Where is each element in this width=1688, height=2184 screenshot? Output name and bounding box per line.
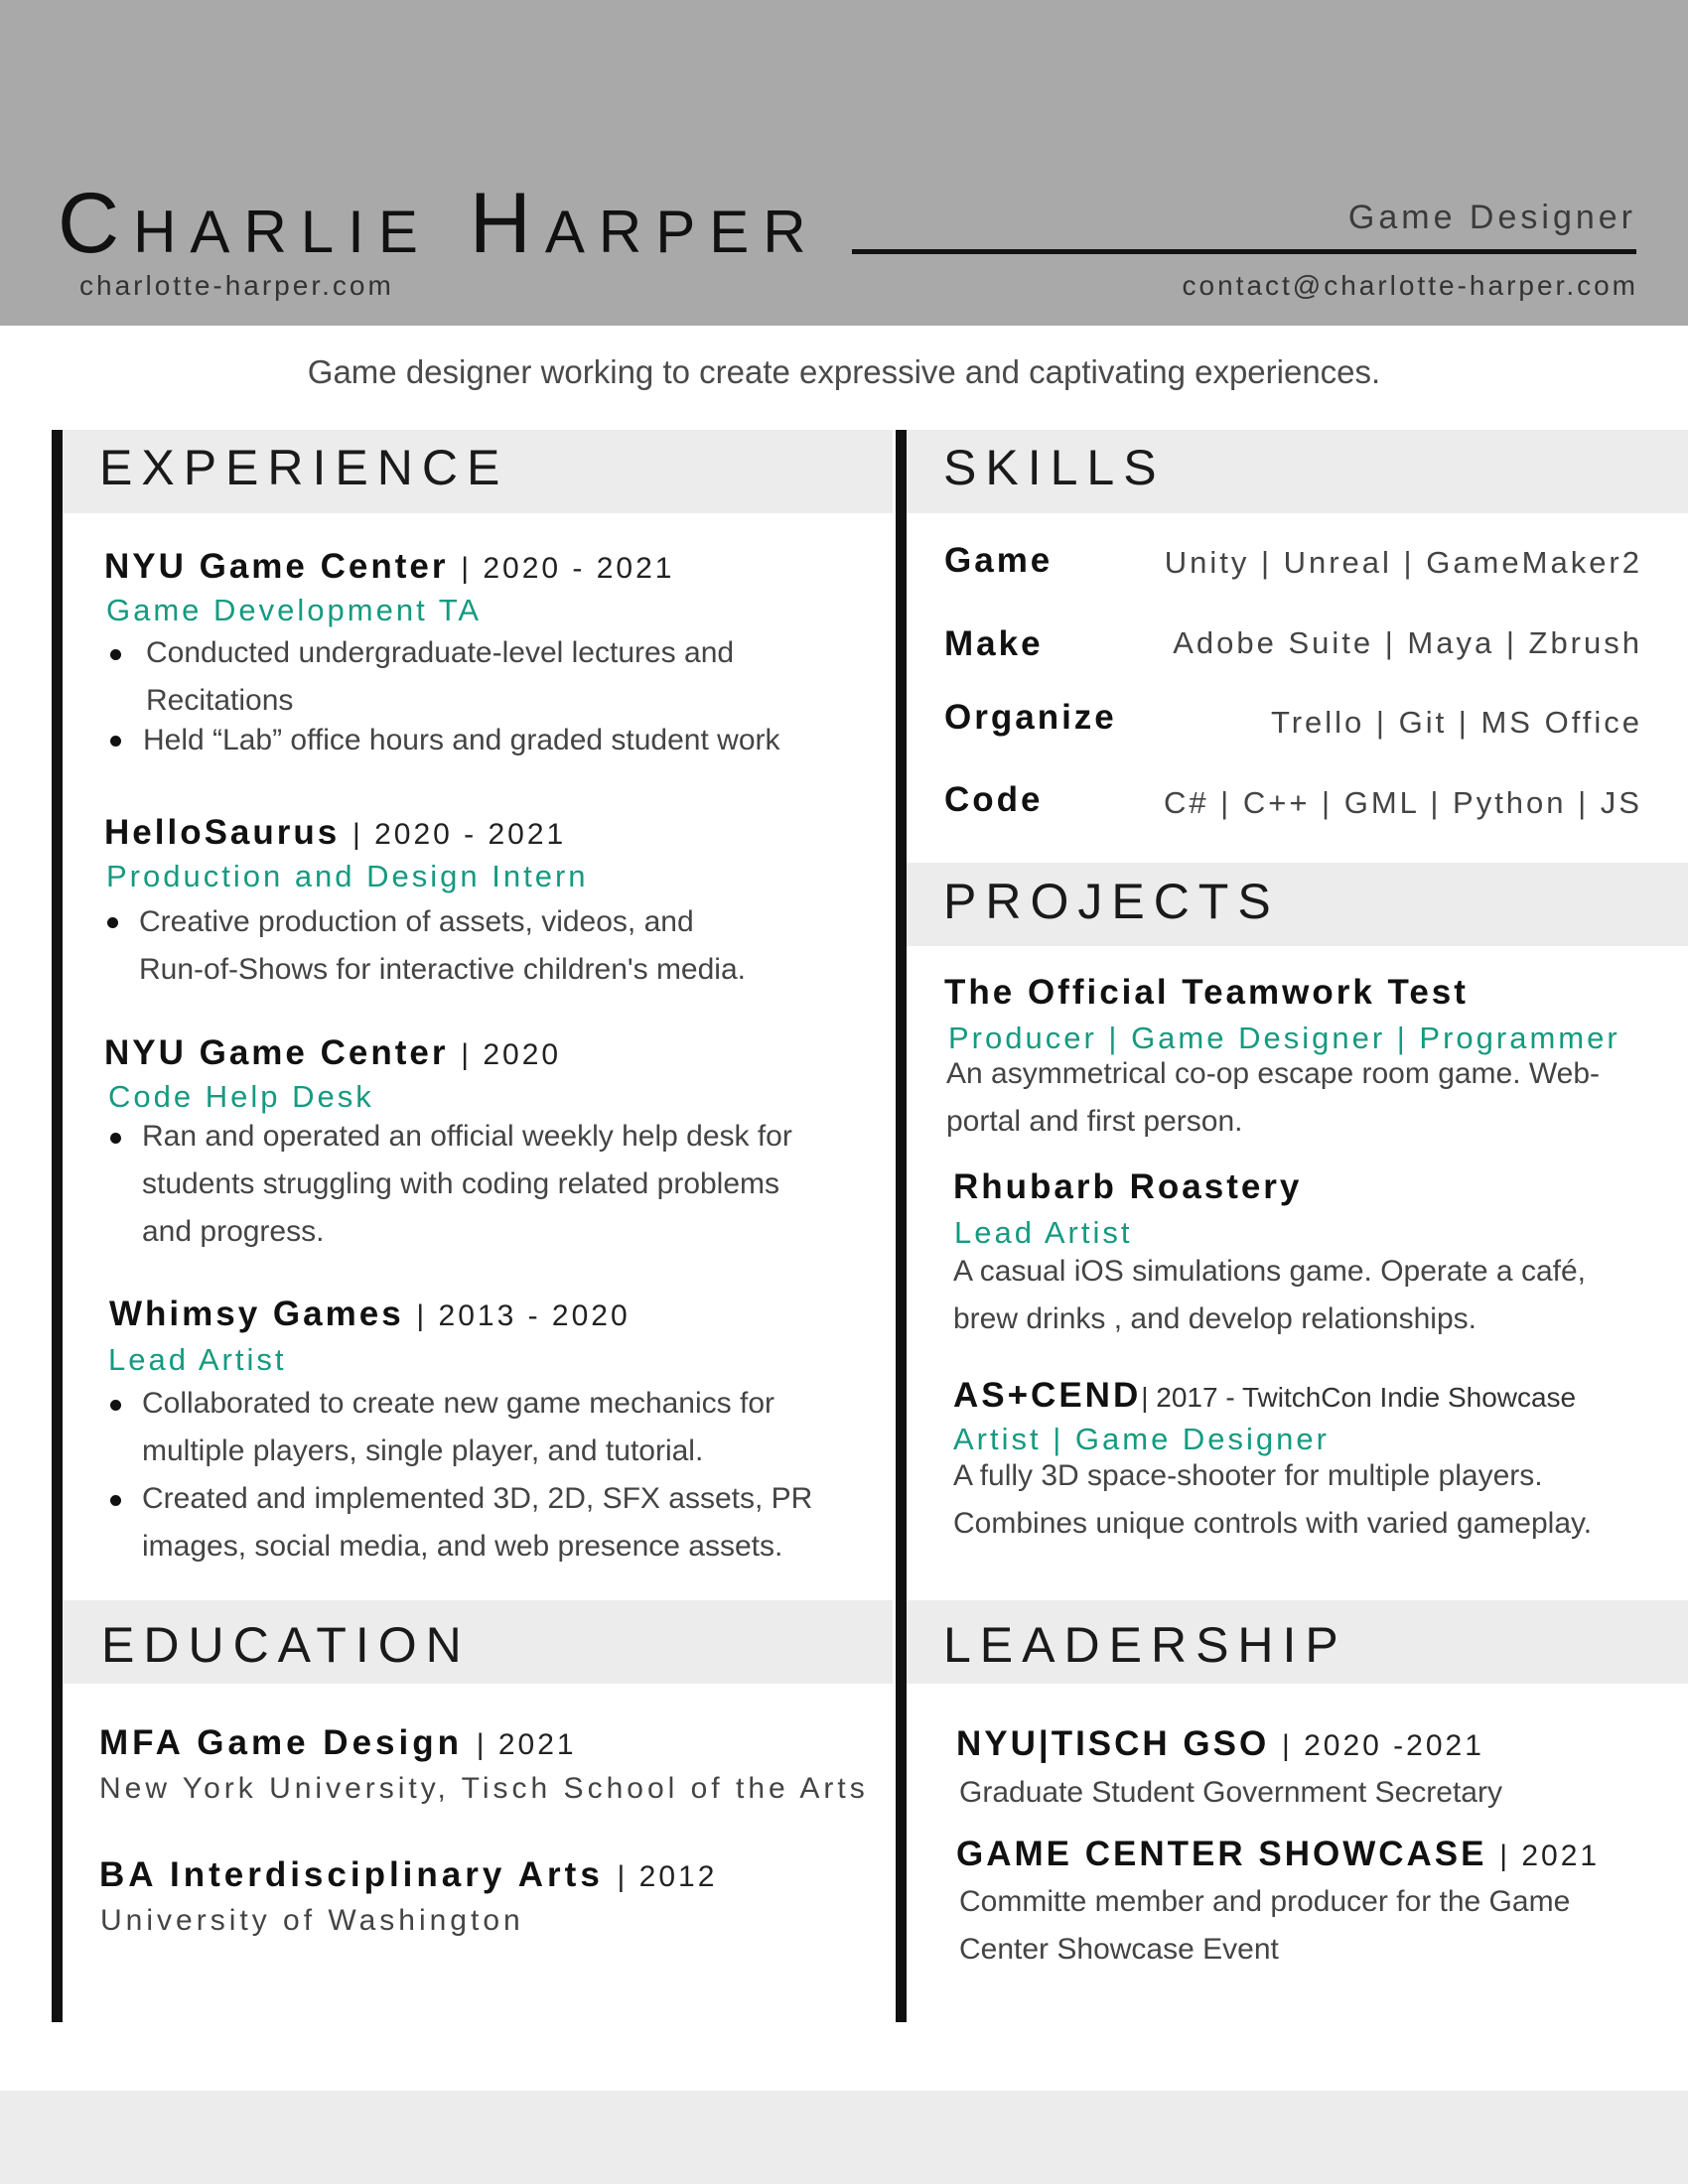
experience-bullet <box>139 898 746 994</box>
degree-years: | 2012 <box>617 1860 718 1893</box>
description-line: Committe member and producer for the Game <box>959 1885 1571 1918</box>
org-years: | 2020 <box>461 1038 562 1071</box>
left-column-bar <box>52 430 63 2022</box>
leadership-name: GAME CENTER SHOWCASE <box>956 1835 1487 1873</box>
project-description <box>953 1452 1592 1548</box>
experience-org <box>104 547 674 587</box>
description-line: An asymmetrical co-op escape room game. Web- <box>946 1057 1601 1090</box>
org-name: NYU Game Center <box>104 1033 449 1072</box>
description-line: A fully 3D space-shooter for multiple players. <box>953 1459 1543 1492</box>
project-title: Rhubarb Roastery <box>953 1167 1303 1206</box>
tagline: Game designer working to create expressive and captivating experiences. <box>307 353 1381 390</box>
section-title-skills: SKILLS <box>943 440 1166 495</box>
experience-bullet <box>142 1113 792 1256</box>
experience-bullet <box>142 1475 812 1570</box>
leadership-description <box>959 1878 1570 1974</box>
bullet-line: Collaborated to create new game mechanics for <box>142 1387 775 1420</box>
bullet-icon <box>110 1495 121 1506</box>
experience-role: Game Development TA <box>106 593 483 627</box>
description-line: Graduate Student Government Secretary <box>959 1776 1502 1809</box>
education-school: New York University, Tisch School of the Arts <box>99 1772 869 1805</box>
description-line: portal and first person. <box>946 1105 1243 1138</box>
bullet-line: Creative production of assets, videos, and <box>139 905 694 938</box>
bullet-line: images, social media, and web presence assets. <box>142 1530 783 1563</box>
leadership-name: NYU|TISCH GSO <box>956 1724 1270 1763</box>
degree-name: MFA Game Design <box>99 1723 463 1762</box>
project-name: AS+CEND <box>953 1376 1142 1415</box>
description-line: brew drinks , and develop relationships. <box>953 1302 1477 1335</box>
section-title-experience: EXPERIENCE <box>99 440 509 495</box>
experience-role: Lead Artist <box>108 1342 287 1377</box>
bullet-icon <box>110 649 121 660</box>
bullet-line: Held “Lab” office hours and graded student work <box>143 724 780 756</box>
leadership-years: | 2020 -2021 <box>1281 1729 1484 1762</box>
degree-name: BA Interdisciplinary Arts <box>99 1855 604 1894</box>
skill-category: Organize <box>944 698 1117 737</box>
skill-items: C# | C++ | GML | Python | JS <box>1163 785 1642 820</box>
bullet-icon <box>110 1400 121 1411</box>
education-degree <box>99 1855 717 1895</box>
org-years: | 2013 - 2020 <box>416 1299 631 1332</box>
experience-bullet <box>142 1380 774 1475</box>
description-line: A casual iOS simulations game. Operate a café, <box>953 1255 1586 1288</box>
leadership-org <box>956 1724 1484 1764</box>
project-extra: | 2017 - TwitchCon Indie Showcase <box>1141 1382 1577 1413</box>
bullet-line: Created and implemented 3D, 2D, SFX assets, PR <box>142 1482 813 1515</box>
leadership-years: | 2021 <box>1499 1840 1601 1872</box>
description-line: Combines unique controls with varied gameplay. <box>953 1507 1593 1540</box>
project-role: Producer | Game Designer | Programmer <box>948 1021 1620 1055</box>
skill-items: Trello | Git | MS Office <box>1270 705 1642 740</box>
bullet-line: students struggling with coding related problems <box>142 1167 780 1200</box>
skill-category: Game <box>944 541 1054 580</box>
org-name: HelloSaurus <box>104 813 341 852</box>
degree-years: | 2021 <box>476 1728 577 1761</box>
description-line: Center Showcase Event <box>959 1933 1279 1966</box>
bullet-icon <box>110 736 121 747</box>
experience-role: Production and Design Intern <box>106 859 589 893</box>
skill-items: Adobe Suite | Maya | Zbrush <box>1173 625 1642 660</box>
bullet-line: Conducted undergraduate-level lectures and <box>146 636 735 669</box>
bullet-line: and progress. <box>142 1215 325 1248</box>
footer-band <box>0 2091 1688 2184</box>
skill-category: Code <box>944 780 1044 819</box>
project-role: Lead Artist <box>954 1215 1133 1250</box>
experience-org <box>109 1295 631 1334</box>
experience-bullet <box>146 629 734 725</box>
section-title-projects: PROJECTS <box>943 874 1280 929</box>
org-years: | 2020 - 2021 <box>461 552 675 585</box>
project-title: The Official Teamwork Test <box>944 973 1469 1012</box>
leadership-org <box>956 1835 1600 1874</box>
leadership-description <box>959 1769 1502 1817</box>
website-link[interactable]: charlotte-harper.com <box>79 270 394 301</box>
candidate-name: Charlie Harper <box>58 176 820 271</box>
skill-items: Unity | Unreal | GameMaker2 <box>1164 545 1642 580</box>
org-years: | 2020 - 2021 <box>352 818 567 851</box>
project-title <box>953 1376 1576 1416</box>
education-school: University of Washington <box>100 1904 524 1937</box>
org-name: NYU Game Center <box>104 547 449 586</box>
education-degree <box>99 1723 577 1763</box>
experience-role: Code Help Desk <box>108 1079 374 1114</box>
bullet-line: Recitations <box>146 684 294 717</box>
experience-bullet <box>143 717 780 764</box>
name-divider <box>852 249 1636 254</box>
bullet-line: multiple players, single player, and tutorial. <box>142 1434 704 1467</box>
bullet-line: Run-of-Shows for interactive children's media. <box>139 953 746 986</box>
section-title-leadership: LEADERSHIP <box>943 1617 1347 1673</box>
right-column-bar <box>896 430 907 2022</box>
job-title: Game Designer <box>1347 199 1636 236</box>
skill-category: Make <box>944 624 1044 663</box>
experience-org <box>104 1033 561 1073</box>
experience-org <box>104 813 566 853</box>
bullet-icon <box>110 1133 121 1144</box>
project-description <box>946 1050 1600 1146</box>
section-title-education: EDUCATION <box>101 1617 471 1673</box>
org-name: Whimsy Games <box>109 1295 404 1333</box>
bullet-line: Ran and operated an official weekly help desk for <box>142 1120 792 1153</box>
project-description <box>953 1248 1586 1343</box>
bullet-icon <box>107 917 118 928</box>
email-link[interactable]: contact@charlotte-harper.com <box>1182 270 1638 301</box>
project-role: Artist | Game Designer <box>953 1422 1330 1456</box>
